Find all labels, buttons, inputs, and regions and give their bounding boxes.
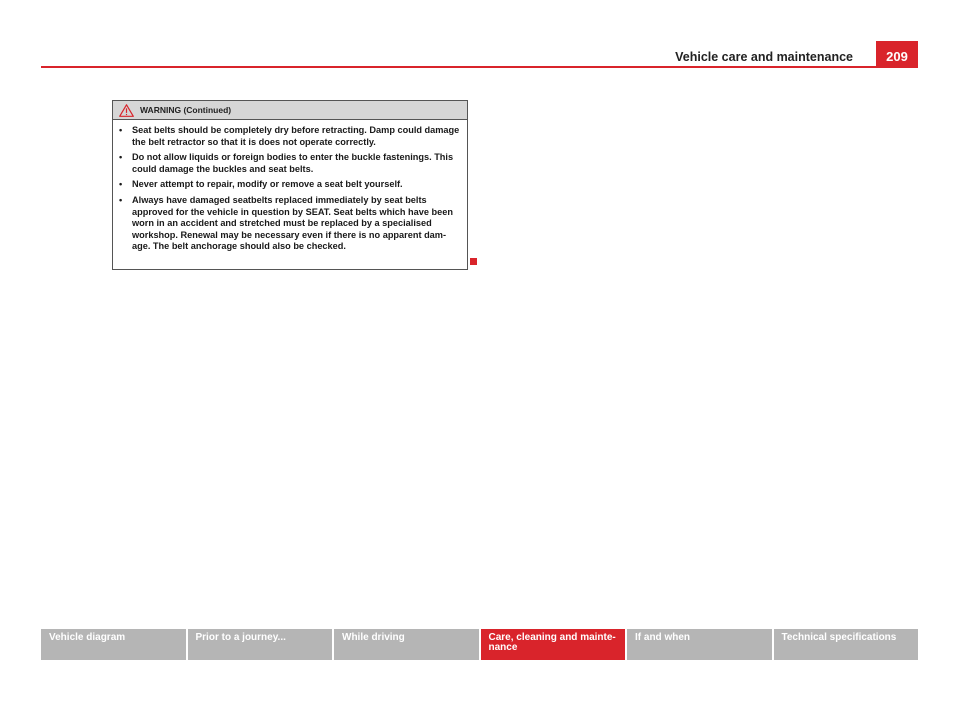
nav-tab-prior-to-journey[interactable]: Prior to a journey...: [188, 629, 335, 660]
nav-tab-vehicle-diagram[interactable]: Vehicle diagram: [41, 629, 188, 660]
warning-body: [113, 120, 467, 253]
section-end-marker: [470, 258, 477, 265]
nav-tab-technical-specifications[interactable]: Technical specifications: [774, 629, 919, 660]
warning-item-text: Seat belts should be completely dry before retracting. Damp could damage the belt retractor so that it is does not operate correctly.: [132, 125, 460, 147]
bullet-icon: •: [119, 152, 123, 163]
footer-nav: [41, 629, 918, 660]
bullet-icon: •: [119, 194, 123, 205]
header-divider: [41, 66, 918, 68]
warning-item-text: Always have damaged seatbelts replaced immediately by seat belts approved for the vehicle in question by SEAT. Seat belts which have been worn in an accident and stretched must be replaced by a specialised workshop. Renewal may be necessary even if there is no apparent dam-age. The belt anchorage should also be checked.: [132, 194, 453, 252]
warning-list-item: [119, 195, 461, 253]
nav-tab-while-driving[interactable]: While driving: [334, 629, 481, 660]
nav-tab-care-cleaning-maintenance[interactable]: Care, cleaning and mainte-nance: [481, 629, 628, 660]
bullet-icon: •: [119, 125, 123, 135]
nav-tab-if-and-when[interactable]: If and when: [627, 629, 774, 660]
warning-triangle-icon: [119, 104, 134, 117]
warning-title: WARNING (Continued): [140, 105, 232, 115]
warning-header: [113, 101, 467, 120]
warning-item-text: Never attempt to repair, modify or remove a seat belt yourself.: [132, 179, 403, 190]
warning-item-text: Do not allow liquids or foreign bodies to enter the buckle fastenings. This could damage the buckles and seat belts.: [132, 152, 454, 174]
page-number: 209: [876, 41, 918, 68]
warning-list-item: [119, 179, 461, 191]
bullet-icon: •: [119, 179, 123, 190]
warning-box: [112, 100, 468, 270]
warning-list-item: [119, 152, 461, 175]
warning-list-item: [119, 125, 461, 148]
section-title: Vehicle care and maintenance: [675, 50, 853, 64]
